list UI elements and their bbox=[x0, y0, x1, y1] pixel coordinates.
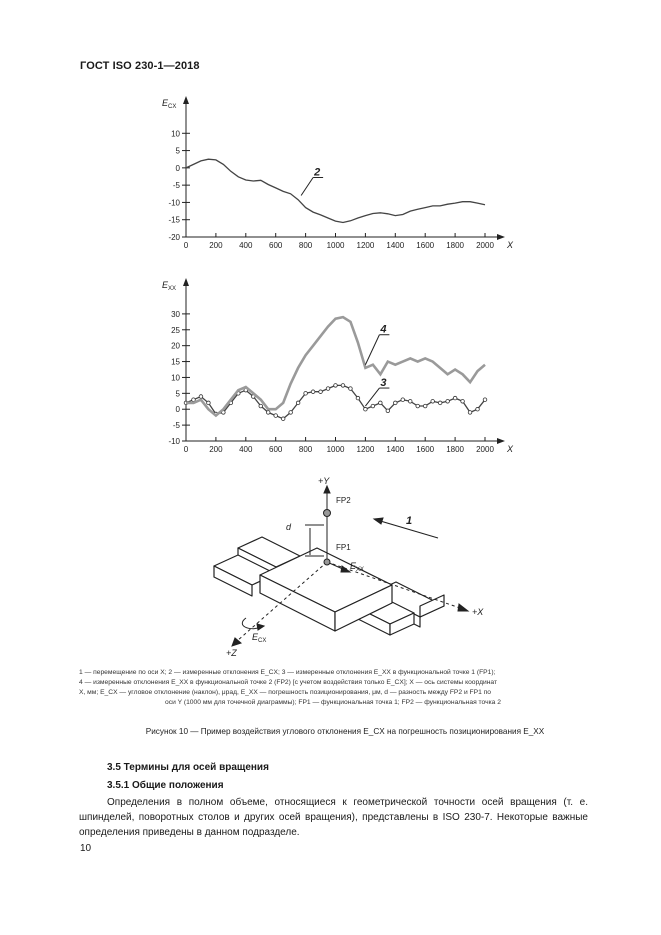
series-3-point bbox=[199, 395, 203, 399]
legend-line-3: X, мм; E_CX — угловое отклонение (наклон), μрад, E_XX — погрешность позиционирования, μм, d — разность между FP2 и FP1 по bbox=[79, 689, 492, 696]
series-3-point bbox=[379, 401, 383, 405]
plus-x-label: +X bbox=[472, 607, 484, 617]
callout-3: 3 bbox=[380, 377, 387, 390]
fp1-label: FP1 bbox=[336, 543, 351, 552]
x-tick-label: 1000 bbox=[326, 445, 345, 454]
y-tick-label: -20 bbox=[168, 233, 180, 242]
x-tick-label: 1800 bbox=[446, 241, 464, 250]
y-tick-label: 20 bbox=[171, 341, 180, 351]
series-3-point bbox=[394, 401, 398, 405]
x-tick-label: 1600 bbox=[416, 241, 435, 250]
series-3-point bbox=[334, 384, 338, 388]
series-3-point bbox=[304, 392, 308, 396]
x-tick-label: 600 bbox=[269, 241, 283, 250]
figure-caption: Рисунок 10 — Пример воздействия углового отклонения E_CX на погрешность позиционирования E_XX bbox=[145, 727, 545, 736]
y-tick-label: -5 bbox=[172, 181, 180, 191]
callout-2: 2 bbox=[314, 166, 321, 179]
callout-1: 1 bbox=[406, 515, 413, 527]
series-3-point bbox=[192, 398, 196, 402]
series-3-point bbox=[311, 390, 315, 394]
series-3-point bbox=[468, 411, 472, 415]
x-tick-label: 200 bbox=[209, 241, 223, 250]
series-3-point bbox=[349, 387, 353, 391]
y-tick-label: 15 bbox=[171, 357, 180, 367]
machine-diagram bbox=[0, 475, 661, 665]
x-tick-label: 800 bbox=[298, 241, 313, 250]
y-tick-label: 10 bbox=[171, 373, 180, 383]
y-tick-label: 5 bbox=[175, 389, 180, 399]
series-3-point bbox=[371, 404, 375, 408]
series-3-point bbox=[289, 411, 293, 415]
y-axis-arrow bbox=[183, 278, 189, 286]
y-axis-label: $E_{CX}$ bbox=[162, 98, 177, 110]
callout-4: 4 bbox=[380, 323, 387, 336]
plus-z-label: +Z bbox=[226, 648, 237, 658]
series-3-point bbox=[274, 414, 278, 418]
callout-leader-3 bbox=[365, 388, 379, 406]
x-axis-arrow bbox=[497, 438, 505, 444]
x-tick-label: 1400 bbox=[386, 241, 405, 250]
x-tick-label: 0 bbox=[183, 241, 189, 250]
series-3-point bbox=[319, 390, 323, 394]
y-tick-label: 30 bbox=[171, 309, 180, 319]
figure-legend bbox=[79, 668, 587, 708]
series-3-point bbox=[296, 401, 300, 405]
series-3-point bbox=[401, 398, 405, 402]
y-axis-arrow bbox=[183, 96, 189, 104]
x-tick-label: 2000 bbox=[476, 445, 494, 454]
y-tick-label: 0 bbox=[175, 163, 180, 173]
exx-label: $E_{XX}$ bbox=[350, 561, 365, 573]
x-tick-label: 1200 bbox=[356, 445, 375, 454]
y-tick-label: 5 bbox=[175, 146, 180, 156]
subsection-title: 3.5.1 Общие положения bbox=[107, 780, 224, 791]
x-tick-label: 2000 bbox=[476, 241, 494, 250]
series-3-point bbox=[356, 396, 360, 400]
d-label: d bbox=[286, 522, 292, 532]
y-tick-label: -15 bbox=[168, 215, 180, 225]
y-tick-label: 0 bbox=[175, 405, 180, 415]
series-3-point bbox=[423, 404, 427, 408]
x-tick-label: 200 bbox=[209, 445, 223, 454]
series-3-point bbox=[476, 407, 480, 411]
series-3-point bbox=[416, 404, 420, 408]
section-title: 3.5 Термины для осей вращения bbox=[107, 762, 269, 773]
x-tick-label: 1400 bbox=[386, 445, 405, 454]
series-3-point bbox=[281, 417, 285, 421]
series-3-point bbox=[326, 387, 330, 391]
ecx-plot bbox=[162, 96, 514, 250]
x-tick-label: 600 bbox=[269, 445, 283, 454]
legend-line-2: 4 — измеренные отклонения E_XX в функциональной точке 2 (FP2) [с учетом воздействия только E_CX]; X — ось системы координат bbox=[79, 679, 498, 686]
y-tick-label: 10 bbox=[171, 129, 180, 139]
exx-plot bbox=[162, 278, 514, 454]
series-3-point bbox=[446, 399, 450, 403]
body-paragraph: Определения в полном объеме, относящиеся к геометрической точности осей вращения (т. е. шпинделей, поворотных столов и других осей вращения), представлены в ISO 230-7. Некоторые важные определения приведены в данном подразделе. bbox=[79, 797, 588, 838]
series-3-point bbox=[266, 411, 270, 415]
x-axis-arrow bbox=[497, 234, 505, 240]
page-number: 10 bbox=[80, 843, 92, 854]
callout-leader-4 bbox=[365, 335, 379, 365]
series-3-point bbox=[207, 401, 211, 405]
plus-y-label: +Y bbox=[318, 476, 330, 486]
x-tick-label: 0 bbox=[183, 445, 189, 454]
ecx-label: $E_{CX}$ bbox=[252, 632, 267, 644]
x-axis-label: X bbox=[507, 240, 514, 250]
x-tick-label: 1000 bbox=[326, 241, 345, 250]
series-3-point bbox=[483, 398, 487, 402]
ecx-chart bbox=[0, 85, 661, 270]
x-tick-label: 1800 bbox=[446, 445, 464, 454]
x-tick-label: 1600 bbox=[416, 445, 435, 454]
legend-line-4: оси Y (1000 мм для точечной диаграммы); FP1 — функциональная точка 1; FP2 — функциональная точка 2 bbox=[165, 699, 501, 706]
series-3-point bbox=[259, 404, 263, 408]
fp2-label: FP2 bbox=[336, 496, 351, 505]
series-3-point bbox=[453, 396, 457, 400]
series-3-point bbox=[408, 399, 412, 403]
y-tick-label: -10 bbox=[168, 437, 180, 446]
exx-chart bbox=[0, 275, 661, 465]
x-axis-label: X bbox=[507, 444, 514, 454]
x-tick-label: 800 bbox=[298, 445, 313, 454]
series-2-line bbox=[186, 159, 485, 222]
document-header: ГОСТ ISO 230-1—2018 bbox=[80, 60, 200, 72]
x-tick-label: 400 bbox=[239, 445, 253, 454]
series-3-point bbox=[341, 384, 345, 388]
series-3-point bbox=[364, 407, 368, 411]
series-3-point bbox=[386, 409, 390, 413]
y-tick-label: -5 bbox=[172, 421, 180, 431]
y-tick-label: -10 bbox=[168, 198, 180, 208]
y-axis-label: $E_{XX}$ bbox=[162, 280, 177, 292]
legend-line-1: 1 — перемещение по оси X; 2 — измеренные отклонения E_CX; 3 — измеренные отклонения E_XX в функциональной точке 1 (FP1); bbox=[79, 669, 496, 676]
callout-leader-2 bbox=[301, 178, 313, 196]
series-3-point bbox=[438, 401, 442, 405]
x-tick-label: 1200 bbox=[356, 241, 375, 250]
series-3-point bbox=[431, 399, 435, 403]
series-3-point bbox=[461, 399, 465, 403]
y-tick-label: 25 bbox=[171, 325, 180, 335]
x-tick-label: 400 bbox=[239, 241, 253, 250]
